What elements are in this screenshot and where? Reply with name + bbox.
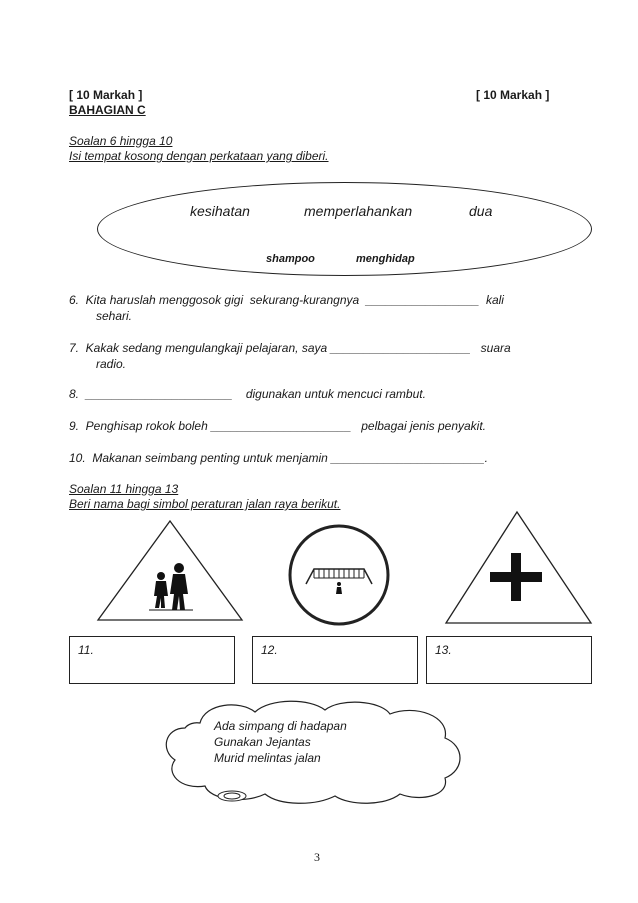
- word-bank-word: memperlahankan: [304, 203, 413, 219]
- cloud-option: Gunakan Jejantas: [214, 735, 311, 749]
- cloud-option: Ada simpang di hadapan: [214, 719, 347, 733]
- marks-right: [ 10 Markah ]: [476, 88, 550, 102]
- part2-instruction: Beri nama bagi simbol peraturan jalan raya berikut.: [69, 497, 341, 511]
- word-bank-oval: [97, 182, 592, 276]
- question-7-cont: radio.: [96, 357, 127, 371]
- answer-label: 12.: [261, 643, 278, 657]
- answer-box-13[interactable]: [426, 636, 592, 684]
- word-bank-word: menghidap: [356, 253, 415, 265]
- question-8: 8. ______________________ digunakan untuk mencuci rambut.: [69, 387, 426, 401]
- junction-ahead-sign-icon: [444, 510, 594, 626]
- word-bank-word: shampoo: [266, 253, 315, 265]
- section-title: BAHAGIAN C: [69, 103, 146, 117]
- children-crossing-sign-icon: [95, 518, 245, 623]
- word-bank-word: kesihatan: [190, 203, 250, 219]
- answer-box-11[interactable]: [69, 636, 235, 684]
- answer-box-12[interactable]: [252, 636, 418, 684]
- question-7: 7. Kakak sedang mengulangkaji pelajaran, saya _____________________ suara: [69, 341, 511, 355]
- pedestrian-bridge-sign-icon: [288, 524, 390, 626]
- answer-label: 11.: [78, 643, 94, 657]
- question-10: 10. Makanan seimbang penting untuk menjamin _______________________.: [69, 451, 488, 465]
- question-6: 6. Kita haruslah menggosok gigi sekurang-kurangnya _________________ kali: [69, 293, 504, 307]
- answer-label: 13.: [435, 643, 452, 657]
- question-9: 9. Penghisap rokok boleh _____________________ pelbagai jenis penyakit.: [69, 419, 486, 433]
- marks-left: [ 10 Markah ]: [69, 88, 143, 102]
- part2-range: Soalan 11 hingga 13: [69, 482, 179, 496]
- word-bank-word: dua: [469, 203, 493, 219]
- part1-instruction: Isi tempat kosong dengan perkataan yang diberi.: [69, 149, 329, 163]
- part1-range: Soalan 6 hingga 10: [69, 134, 173, 148]
- page-number: 3: [314, 850, 320, 864]
- question-6-cont: sehari.: [96, 309, 133, 323]
- cloud-option: Murid melintas jalan: [214, 751, 321, 765]
